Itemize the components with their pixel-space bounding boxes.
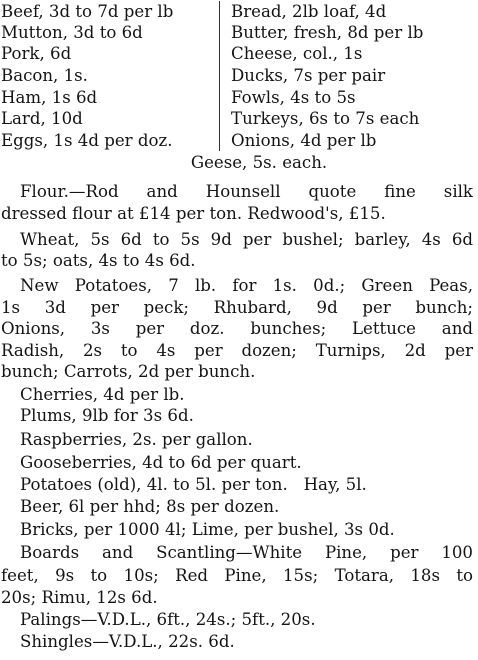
flour-line-2: dressed flour at £14 per ton. Redwood's, £15.	[1, 204, 386, 223]
wheat-line-2: to 5s; oats, 4s to 4s 6d.	[1, 251, 196, 270]
price-right-bread: Bread, 2lb loaf, 4d	[231, 2, 387, 21]
cherries-price: Cherries, 4d per lb.	[20, 385, 185, 404]
vegetables-line-2: 1s 3d per peck; Rhubard, 9d per bunch;	[1, 298, 473, 317]
price-right-fowls: Fowls, 4s to 5s	[231, 88, 356, 107]
price-left-pork: Pork, 6d	[1, 44, 72, 63]
boards-line-3: 20s; Rimu, 12s 6d.	[1, 588, 158, 607]
price-right-cheese: Cheese, col., 1s	[231, 44, 363, 63]
price-right-butter: Butter, fresh, 8d per lb	[231, 23, 424, 42]
boards-line-1: Boards and Scantling—White Pine, per 100	[20, 543, 473, 562]
geese-price: Geese, 5s. each.	[190, 153, 328, 172]
vegetables-line-1: New Potatoes, 7 lb. for 1s. 0d.; Green Peas,	[20, 276, 473, 295]
vegetables-line-3: Onions, 3s per doz. bunches; Lettuce and	[1, 319, 473, 338]
price-left-mutton: Mutton, 3d to 6d	[1, 23, 143, 42]
flour-line-1: Flour.—Rod and Hounsell quote fine silk	[20, 182, 473, 201]
vegetables-line-5: bunch; Carrots, 2d per bunch.	[1, 362, 256, 381]
plums-price: Plums, 9lb for 3s 6d.	[20, 406, 194, 425]
bricks-lime-price: Bricks, per 1000 4l; Lime, per bushel, 3s 0d.	[20, 520, 395, 539]
column-divider	[219, 1, 220, 151]
price-left-lard: Lard, 10d	[1, 109, 83, 128]
boards-line-2: feet, 9s to 10s; Red Pine, 15s; Totara, 18s to	[1, 566, 473, 585]
raspberries-price: Raspberries, 2s. per gallon.	[20, 430, 253, 449]
price-right-turkeys: Turkeys, 6s to 7s each	[231, 109, 420, 128]
vegetables-line-4: Radish, 2s to 4s per dozen; Turnips, 2d per	[1, 341, 473, 360]
palings-price: Palings—V.D.L., 6ft., 24s.; 5ft., 20s.	[20, 610, 316, 629]
price-left-bacon: Bacon, 1s.	[1, 66, 88, 85]
price-right-onions: Onions, 4d per lb	[231, 131, 377, 150]
gooseberries-price: Gooseberries, 4d to 6d per quart.	[20, 453, 302, 472]
wheat-line-1: Wheat, 5s 6d to 5s 9d per bushel; barley, 4s 6d	[20, 230, 473, 249]
price-left-beef: Beef, 3d to 7d per lb	[1, 2, 174, 21]
potatoes-hay-price: Potatoes (old), 4l. to 5l. per ton. Hay, 5l.	[20, 475, 367, 494]
beer-price: Beer, 6l per hhd; 8s per dozen.	[20, 497, 280, 516]
price-right-ducks: Ducks, 7s per pair	[231, 66, 386, 85]
price-left-ham: Ham, 1s 6d	[1, 88, 98, 107]
shingles-price: Shingles—V.D.L., 22s. 6d.	[20, 632, 235, 651]
price-left-eggs: Eggs, 1s 4d per doz.	[1, 131, 173, 150]
